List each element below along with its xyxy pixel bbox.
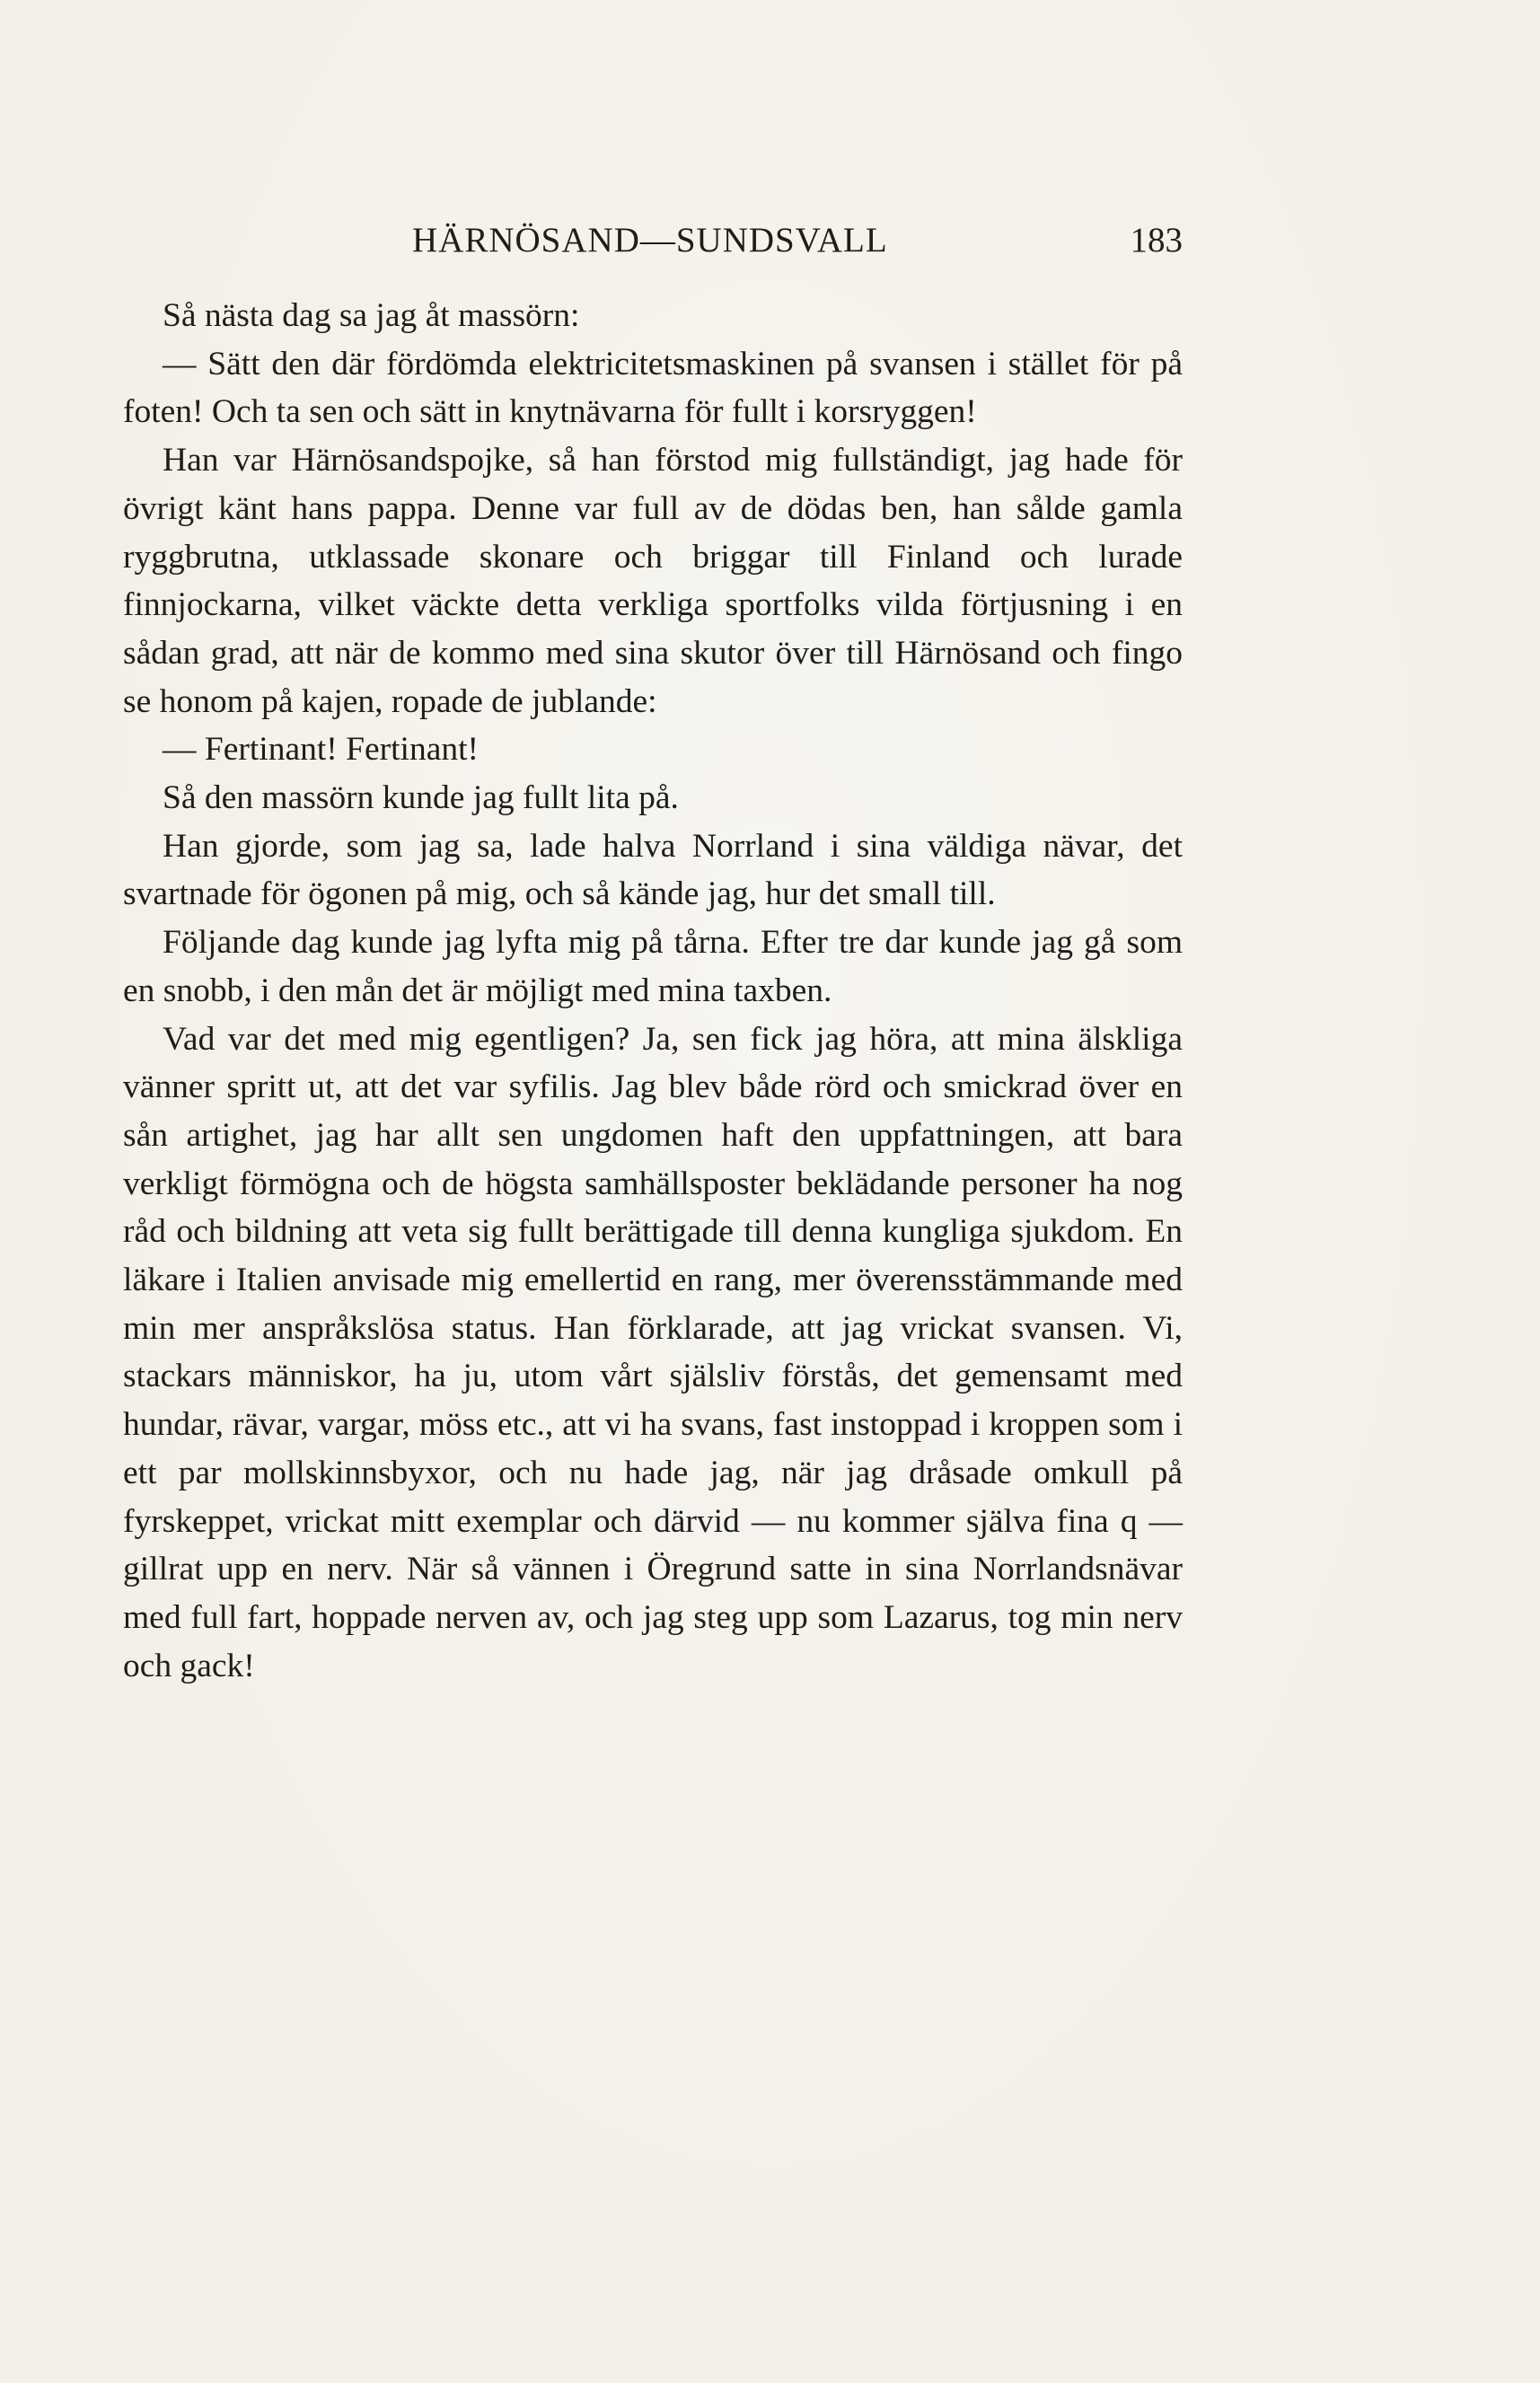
body-text — [123, 292, 1183, 1690]
running-title: HÄRNÖSAND—SUNDSVALL — [412, 221, 888, 259]
paragraph: — Fertinant! Fertinant! — [163, 731, 480, 769]
paragraph: Så nästa dag sa jag åt massörn: — [163, 297, 580, 334]
paragraph: Han var Härnösandspojke, så han förstod mig fullständigt, jag hade för övrigt känt hans pappa. Denne var full av de dödas ben, han sålde gamla ryggbrutna, utklassade skonare och briggar till Finland och lurade finnjockarna, vilket väckte detta verkliga sportfolks vilda förtjusning i en sådan grad, att när de kommo med sina skutor över till Härnösand och fingo se honom på kajen, ropade de jublande: — [123, 442, 1183, 720]
running-head — [123, 214, 1183, 268]
page-number: 183 — [1130, 221, 1183, 259]
paragraph: — Sätt den där fördömda elektricitetsmaskinen på svansen i stället för på foten! Och ta sen och sätt in knytnävarna för fullt i korsryggen! — [123, 345, 1183, 431]
paragraph: Han gjorde, som jag sa, lade halva Norrland i sina väldiga nävar, det svartnade för ögonen på mig, och så kände jag, hur det small till. — [123, 827, 1183, 913]
paragraph: Så den massörn kunde jag fullt lita på. — [163, 779, 679, 817]
paragraph: Vad var det med mig egentligen? Ja, sen fick jag höra, att mina älskliga vänner spritt ut, att det var syfilis. Jag blev både rörd och smickrad över en sån artighet, jag har allt sen ungdomen haft den uppfattningen, att bara verkligt förmögna och de högsta samhällsposter beklädande personer ha nog råd och bildning att veta sig fullt berättigade till denna kungliga sjukdom. En läkare i Italien anvisade mig emellertid en rang, mer överensstämmande med min mer anspråkslösa status. Han förklarade, att jag vrickat svansen. Vi, stackars människor, ha ju, utom vårt själsliv förstås, det gemensamt med hundar, rävar, vargar, möss etc., att vi ha svans, fast instoppad i kroppen som i ett par mollskinnsbyxor, och nu hade jag, när jag dråsade omkull på fyrskeppet, vrickat mitt exemplar och därvid — nu kommer själva fina q — gillrat upp en nerv. När så vännen i Öregrund satte in sina Norrlandsnävar med full fart, hoppade nerven av, och jag steg upp som Lazarus, tog min nerv och gack! — [123, 1020, 1183, 1684]
paragraph: Följande dag kunde jag lyfta mig på tårna. Efter tre dar kunde jag gå som en snobb, i den mån det är möjligt med mina taxben. — [123, 924, 1183, 1009]
